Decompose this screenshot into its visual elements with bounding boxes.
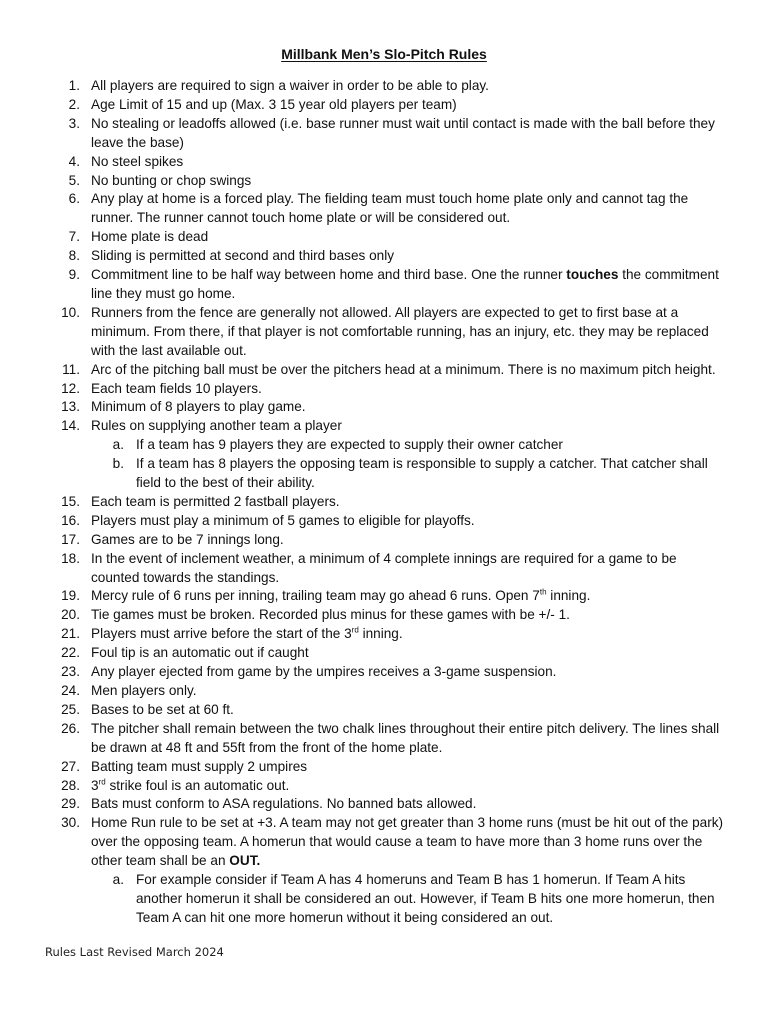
rule-item bbox=[0, 266, 768, 304]
sub-rule-item bbox=[0, 436, 768, 455]
rule-text: Batting team must supply 2 umpires bbox=[91, 758, 308, 774]
rule-text: Commitment line to be half way between home and third base. One the runner bbox=[91, 267, 567, 283]
rule-item bbox=[0, 531, 768, 550]
rule-text: No stealing or leadoffs allowed (i.e. base runner must wait until contact is made with the ball before they leave the base) bbox=[91, 115, 715, 150]
rule-number: 3. bbox=[68, 115, 80, 131]
rule-item bbox=[0, 493, 768, 512]
rule-text: No steel spikes bbox=[91, 153, 184, 169]
rule-item bbox=[0, 625, 768, 644]
bold-text: OUT. bbox=[229, 853, 261, 869]
rule-text: Men players only. bbox=[91, 683, 197, 698]
rule-item bbox=[0, 777, 768, 796]
sub-rule-letter: a. bbox=[112, 437, 124, 453]
superscript-text: th bbox=[539, 587, 547, 597]
rule-item bbox=[0, 814, 768, 871]
rule-item bbox=[0, 663, 768, 682]
rule-number: 13. bbox=[61, 399, 80, 415]
sub-rule-item bbox=[0, 871, 768, 928]
rule-item bbox=[0, 644, 768, 663]
rule-number: 6. bbox=[68, 191, 80, 207]
rule-item bbox=[0, 96, 768, 115]
rule-number: 10. bbox=[61, 304, 80, 320]
rule-number: 28. bbox=[61, 777, 80, 793]
rule-number: 27. bbox=[61, 758, 80, 774]
rule-number: 26. bbox=[61, 720, 80, 736]
rule-number: 2. bbox=[68, 96, 80, 112]
rule-number: 30. bbox=[61, 815, 80, 831]
superscript-text: rd bbox=[98, 777, 106, 786]
rule-text: Mercy rule of 6 runs per inning, trailing team may go ahead 6 runs. Open 7 bbox=[91, 588, 540, 604]
rule-item bbox=[0, 190, 768, 228]
rule-text: Players must arrive before the start of the 3 bbox=[91, 626, 352, 642]
rule-item bbox=[0, 587, 768, 606]
rule-item bbox=[0, 795, 768, 814]
rule-item bbox=[0, 228, 768, 247]
superscript-text: rd bbox=[351, 625, 359, 635]
rule-number: 5. bbox=[68, 172, 80, 188]
rule-item bbox=[0, 77, 768, 96]
rule-item bbox=[0, 398, 768, 417]
rule-item bbox=[0, 758, 768, 777]
rule-number: 29. bbox=[61, 796, 80, 812]
rule-text: Bases to be set at 60 ft. bbox=[91, 701, 234, 717]
rule-number: 15. bbox=[61, 493, 80, 509]
rule-item bbox=[0, 512, 768, 531]
rule-number: 18. bbox=[61, 550, 80, 566]
rule-text: the commitment line they must go home. bbox=[91, 267, 719, 301]
rule-text: 3 bbox=[91, 777, 99, 793]
rule-text: Each team fields 10 players. bbox=[91, 380, 262, 396]
rule-text: Tie games must be broken. Recorded plus minus for these games with be +/- 1. bbox=[91, 607, 570, 623]
rule-item bbox=[0, 361, 768, 380]
rule-text: Any play at home is a forced play. The fielding team must touch home plate only and cannot tag the runner. The runner cannot touch home plate or will be considered out. bbox=[91, 191, 689, 226]
revision-footer: Rules Last Revised March 2024 bbox=[45, 945, 224, 959]
rule-text: Games are to be 7 innings long. bbox=[91, 531, 284, 547]
rule-text: Rules on supplying another team a player bbox=[91, 418, 342, 434]
rule-text: The pitcher shall remain between the two chalk lines throughout their entire pitch delivery. The lines shall be drawn at 48 ft and 55ft from the front of the home plate. bbox=[91, 720, 720, 755]
rule-text: Age Limit of 15 and up (Max. 3 15 year old players per team) bbox=[91, 96, 457, 112]
rule-text: strike foul is an automatic out. bbox=[105, 777, 290, 793]
rule-number: 19. bbox=[61, 588, 80, 604]
rule-number: 23. bbox=[61, 664, 80, 680]
rule-text: Each team is permitted 2 fastball players. bbox=[91, 493, 340, 509]
rule-item bbox=[0, 720, 768, 758]
rule-number: 11. bbox=[62, 361, 80, 377]
sub-rule-letter: a. bbox=[112, 872, 124, 888]
bold-text: touches bbox=[566, 267, 619, 283]
rule-item bbox=[0, 304, 768, 361]
rule-number: 22. bbox=[61, 645, 80, 661]
rule-number: 8. bbox=[68, 248, 80, 264]
rule-item bbox=[0, 682, 768, 701]
rule-text: No bunting or chop swings bbox=[91, 172, 252, 188]
rule-number: 7. bbox=[68, 229, 80, 245]
rule-text: If a team has 8 players the opposing team is responsible to supply a catcher. That catcher shall field to the best of their ability. bbox=[136, 456, 708, 491]
rule-item bbox=[0, 153, 768, 172]
rule-text: If a team has 9 players they are expected to supply their owner catcher bbox=[136, 437, 563, 453]
rules-list bbox=[0, 77, 768, 928]
rule-number: 14. bbox=[61, 418, 80, 434]
rule-text: Foul tip is an automatic out if caught bbox=[91, 645, 309, 661]
rule-number: 21. bbox=[61, 626, 80, 642]
rule-text: Any player ejected from game by the umpires receives a 3-game suspension. bbox=[91, 664, 557, 680]
sub-rule-item bbox=[0, 455, 768, 493]
rule-text: Minimum of 8 players to play game. bbox=[91, 399, 306, 415]
rule-text: Arc of the pitching ball must be over the pitchers head at a minimum. There is no maximum pitch height. bbox=[91, 361, 716, 377]
rule-text: In the event of inclement weather, a minimum of 4 complete innings are required for a game to be counted towards the standings. bbox=[91, 550, 677, 585]
document-title: Millbank Men’s Slo-Pitch Rules bbox=[281, 46, 487, 62]
rule-number: 16. bbox=[61, 512, 80, 528]
rule-number: 20. bbox=[61, 607, 80, 623]
rule-number: 4. bbox=[68, 153, 80, 169]
rule-number: 24. bbox=[61, 683, 80, 698]
rule-text: inning. bbox=[358, 626, 403, 642]
rule-item bbox=[0, 115, 768, 153]
rule-item bbox=[0, 247, 768, 266]
rule-item bbox=[0, 172, 768, 191]
rule-item bbox=[0, 380, 768, 399]
rule-text: For example consider if Team A has 4 homeruns and Team B has 1 homerun. If Team A hits another homerun it shall be considered an out. However, if Team B hits one more homerun, then Team A can hit one more homerun without it being considered an out. bbox=[136, 872, 715, 925]
rule-text: Home plate is dead bbox=[91, 229, 209, 245]
rule-item bbox=[0, 550, 768, 588]
rule-number: 17. bbox=[61, 531, 80, 547]
rule-text: Sliding is permitted at second and third bases only bbox=[91, 248, 395, 264]
rule-item bbox=[0, 701, 768, 720]
rule-text: Home Run rule to be set at +3. A team may not get greater than 3 home runs (must be hit out of the park) over the opposing team. A homerun that would cause a team to have more than 3 home runs over the other team shall be an bbox=[91, 815, 724, 869]
rule-number: 9. bbox=[68, 267, 80, 283]
rule-item bbox=[0, 417, 768, 436]
rule-number: 25. bbox=[61, 701, 80, 717]
rule-item bbox=[0, 606, 768, 625]
rule-number: 1. bbox=[68, 78, 80, 93]
rule-text: Players must play a minimum of 5 games to eligible for playoffs. bbox=[91, 512, 475, 528]
rule-text: Bats must conform to ASA regulations. No banned bats allowed. bbox=[91, 796, 477, 812]
rule-text: All players are required to sign a waiver in order to be able to play. bbox=[91, 78, 489, 93]
rule-text: inning. bbox=[546, 588, 591, 604]
sub-rule-letter: b. bbox=[112, 456, 124, 472]
rule-text: Runners from the fence are generally not allowed. All players are expected to get to first base at a minimum. From there, if that player is not comfortable running, has an injury, etc. they may be replaced with the last available out. bbox=[91, 304, 709, 358]
rule-number: 12. bbox=[61, 380, 80, 396]
